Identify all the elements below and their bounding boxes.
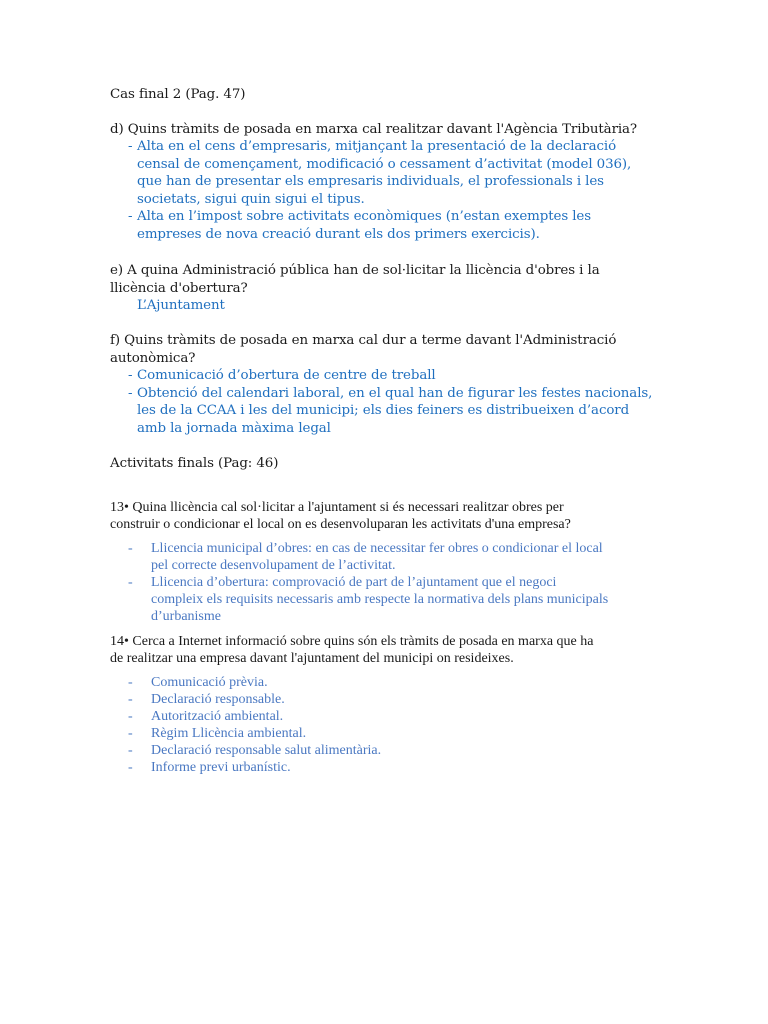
- list-dash: -: [128, 709, 133, 724]
- answer-list-f: [128, 367, 688, 437]
- list-item: [128, 759, 688, 776]
- list-item: [128, 708, 688, 725]
- list-dash: -: [128, 139, 133, 154]
- list-item: [128, 574, 688, 625]
- list-dash: -: [128, 692, 133, 707]
- question-14: [110, 633, 710, 667]
- answer-line: Alta en l’impost sobre activitats econòmiques (n’estan exemptes les: [137, 209, 592, 224]
- list-item: [128, 208, 688, 243]
- list-dash: -: [128, 760, 133, 775]
- section-title-cas-final: Cas final 2 (Pag. 47): [110, 87, 246, 102]
- answer-line: Llicencia d’obertura: comprovació de part de l’ajuntament que el negoci: [151, 575, 557, 590]
- answer-line: pel correcte desenvolupament de l’activitat.: [151, 558, 396, 573]
- answer-list-14: [128, 674, 688, 776]
- list-dash: -: [128, 209, 133, 224]
- list-item: [128, 674, 688, 691]
- question-line: llicència d'obertura?: [110, 280, 248, 296]
- question-line: 14• Cerca a Internet informació sobre quins són els tràmits de posada en marxa que ha: [110, 634, 594, 649]
- answer-line: Comunicació d’obertura de centre de treball: [137, 368, 436, 383]
- answer-line: Declaració responsable salut alimentària.: [151, 743, 382, 758]
- list-item: [128, 725, 688, 742]
- list-item: [128, 385, 688, 438]
- question-line: f) Quins tràmits de posada en marxa cal dur a terme davant l'Administració: [110, 333, 617, 348]
- answer-line: Informe previ urbanístic.: [151, 760, 291, 775]
- answer-line: Autorització ambiental.: [151, 709, 284, 724]
- list-dash: -: [128, 726, 133, 741]
- answer-line: que han de presentar els empresaris individuals, el professionals i les: [137, 174, 604, 189]
- answer-line: censal de començament, modificació o cessament d’activitat (model 036),: [137, 156, 632, 172]
- answer-line: Comunicació prèvia.: [151, 675, 268, 690]
- list-item: [128, 367, 688, 385]
- answer-line: les de la CCAA i les del municipi; els dies feiners es distribueixen d’acord: [137, 403, 630, 418]
- answer-line: Declaració responsable.: [151, 692, 285, 707]
- list-item: [128, 138, 688, 208]
- question-e: [110, 262, 710, 297]
- answer-line: Obtenció del calendari laboral, en el qual han de figurar les festes nacionals,: [137, 385, 653, 401]
- answer-line: compleix els requisits necessaris amb respecte la normativa dels plans municipals: [151, 592, 609, 607]
- list-dash: -: [128, 743, 133, 758]
- list-item: [128, 691, 688, 708]
- answer-list-d: [128, 138, 688, 243]
- answer-line: d’urbanisme: [151, 609, 221, 624]
- list-dash: -: [128, 675, 133, 690]
- list-dash: -: [128, 575, 133, 590]
- list-dash: -: [128, 541, 133, 556]
- answer-e: L’Ajuntament: [137, 298, 225, 313]
- answer-list-13: [128, 540, 688, 625]
- answer-line: Règim Llicència ambiental.: [151, 726, 307, 741]
- answer-line: societats, sigui quin sigui el tipus.: [137, 191, 365, 207]
- question-line: construir o condicionar el local on es desenvoluparan les activitats d'una empresa?: [110, 517, 571, 532]
- list-item: [128, 742, 688, 759]
- question-f: [110, 332, 710, 367]
- question-d: d) Quins tràmits de posada en marxa cal realitzar davant l'Agència Tributària?: [110, 122, 638, 137]
- answer-line: empreses de nova creació durant els dos primers exercicis).: [137, 226, 540, 242]
- list-dash: -: [128, 368, 133, 383]
- question-line: e) A quina Administració pública han de sol·licitar la llicència d'obres i la: [110, 263, 600, 278]
- question-13: [110, 499, 710, 533]
- list-item: [128, 540, 688, 574]
- question-line: 13• Quina llicència cal sol·licitar a l'ajuntament si és necessari realitzar obres per: [110, 500, 564, 515]
- answer-line: Alta en el cens d’empresaris, mitjançant la presentació de la declaració: [137, 139, 617, 154]
- list-dash: -: [128, 385, 133, 401]
- answer-line: amb la jornada màxima legal: [137, 420, 331, 436]
- section-title-activitats-finals: Activitats finals (Pag: 46): [110, 456, 279, 471]
- answer-line: Llicencia municipal d’obres: en cas de necessitar fer obres o condicionar el local: [151, 541, 603, 556]
- question-line: autonòmica?: [110, 350, 196, 366]
- question-line: de realitzar una empresa davant l'ajuntament del municipi on resideixes.: [110, 651, 514, 666]
